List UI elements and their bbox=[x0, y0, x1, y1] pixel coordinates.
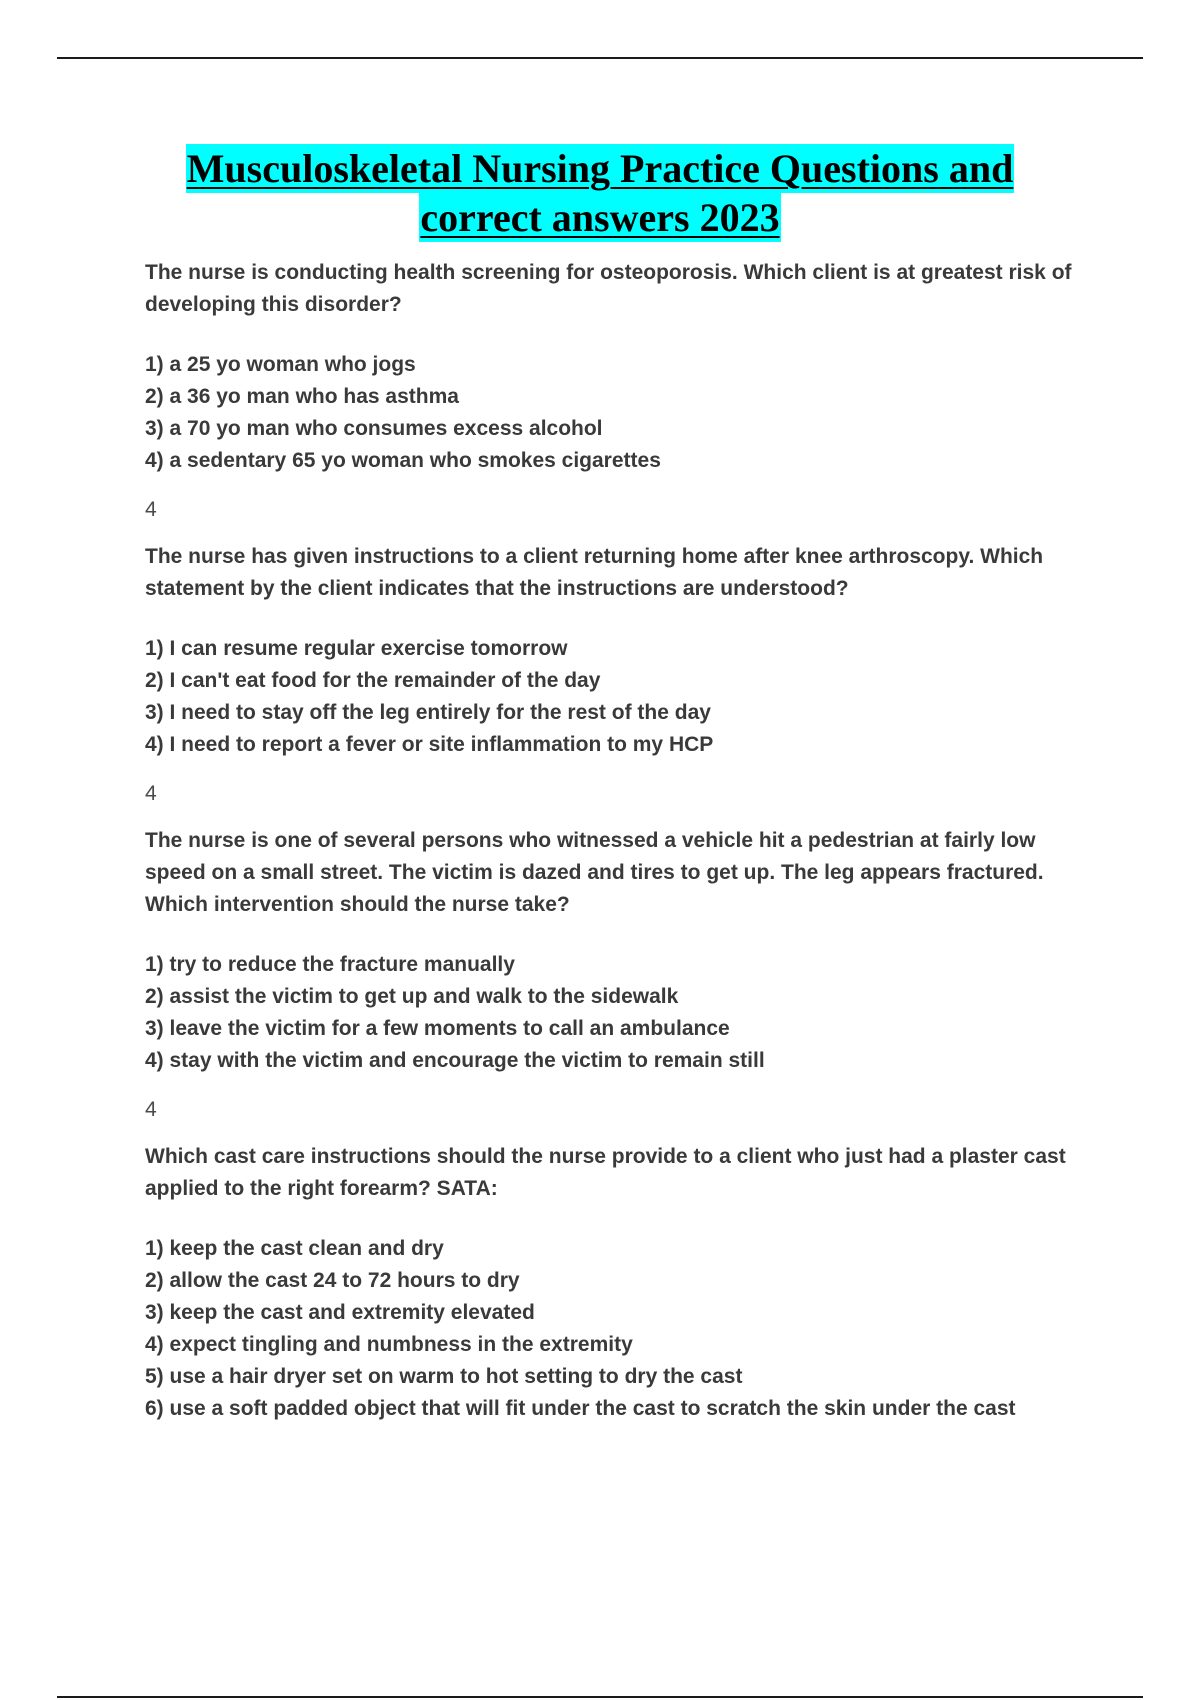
option-item: 3) I need to stay off the leg entirely for the rest of the day bbox=[145, 701, 711, 724]
option-item: 6) use a soft padded object that will fit under the cast to scratch the skin under the cast bbox=[145, 1397, 1016, 1420]
option-item: 2) a 36 yo man who has asthma bbox=[145, 385, 459, 408]
option-item: 2) I can't eat food for the remainder of the day bbox=[145, 669, 601, 692]
option-list bbox=[145, 949, 1075, 1077]
option-item: 4) a sedentary 65 yo woman who smokes cigarettes bbox=[145, 449, 661, 472]
bottom-rule bbox=[57, 1696, 1143, 1698]
top-rule bbox=[57, 57, 1143, 59]
question-text: The nurse is one of several persons who witnessed a vehicle hit a pedestrian at fairly low speed on a small street. The victim is dazed and tires to get up. The leg appears fractured. Which intervention should the nurse take? bbox=[145, 829, 1044, 916]
option-item: 4) I need to report a fever or site inflammation to my HCP bbox=[145, 733, 714, 756]
answer-text: 4 bbox=[145, 782, 157, 805]
option-item: 4) stay with the victim and encourage the victim to remain still bbox=[145, 1049, 765, 1072]
option-item: 5) use a hair dryer set on warm to hot setting to dry the cast bbox=[145, 1365, 743, 1388]
option-item: 1) try to reduce the fracture manually bbox=[145, 953, 515, 976]
option-item: 4) expect tingling and numbness in the extremity bbox=[145, 1333, 633, 1356]
question-text: The nurse has given instructions to a client returning home after knee arthroscopy. Which statement by the client indicates that the instructions are understood? bbox=[145, 545, 1044, 600]
option-item: 1) I can resume regular exercise tomorrow bbox=[145, 637, 568, 660]
option-item: 3) a 70 yo man who consumes excess alcohol bbox=[145, 417, 603, 440]
document-title bbox=[0, 144, 1200, 242]
question-2 bbox=[145, 541, 1075, 810]
title-line-1: Musculoskeletal Nursing Practice Questions and bbox=[186, 146, 1014, 191]
questions-list bbox=[145, 257, 1075, 1425]
question-4 bbox=[145, 1141, 1075, 1425]
option-item: 3) leave the victim for a few moments to call an ambulance bbox=[145, 1017, 730, 1040]
answer-text: 4 bbox=[145, 498, 157, 521]
question-3 bbox=[145, 825, 1075, 1126]
question-text: Which cast care instructions should the nurse provide to a client who just had a plaster cast applied to the right forearm? SATA: bbox=[145, 1145, 1066, 1200]
option-item: 1) a 25 yo woman who jogs bbox=[145, 353, 416, 376]
title-line-2: correct answers 2023 bbox=[420, 195, 780, 240]
option-list bbox=[145, 1233, 1075, 1425]
option-item: 2) allow the cast 24 to 72 hours to dry bbox=[145, 1269, 520, 1292]
option-item: 3) keep the cast and extremity elevated bbox=[145, 1301, 535, 1324]
option-item: 2) assist the victim to get up and walk to the sidewalk bbox=[145, 985, 679, 1008]
option-item: 1) keep the cast clean and dry bbox=[145, 1237, 444, 1260]
question-1 bbox=[145, 257, 1075, 526]
option-list bbox=[145, 633, 1075, 761]
option-list bbox=[145, 349, 1075, 477]
answer-text: 4 bbox=[145, 1098, 157, 1121]
question-text: The nurse is conducting health screening for osteoporosis. Which client is at greatest risk of developing this disorder? bbox=[145, 261, 1072, 316]
